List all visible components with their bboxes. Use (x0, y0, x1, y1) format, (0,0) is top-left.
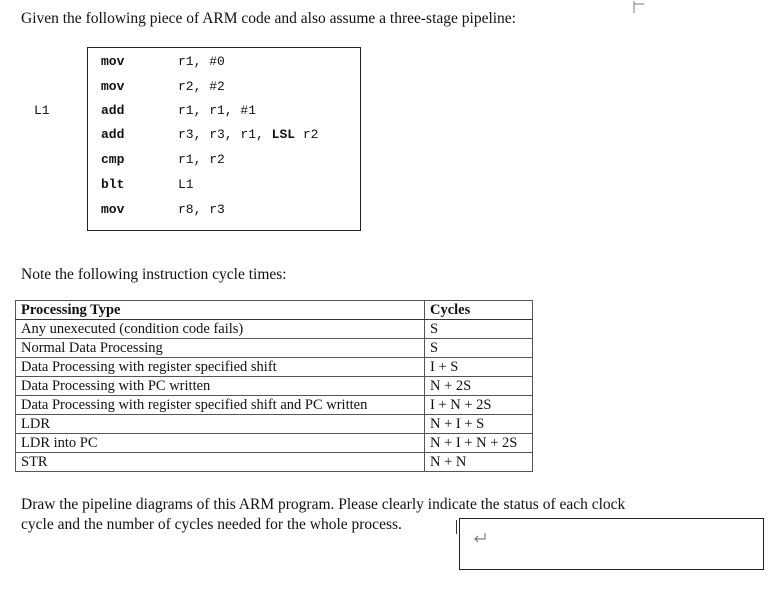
mnemonic: cmp (101, 152, 125, 167)
code-line (88, 54, 360, 76)
code-line (88, 202, 360, 224)
mnemonic: blt (101, 177, 125, 192)
mnemonic: add (101, 127, 125, 142)
processing-type-cell: STR (16, 453, 425, 472)
table-row (16, 453, 533, 472)
processing-type-cell: LDR (16, 415, 425, 434)
processing-type-cell: Any unexecuted (condition code fails) (16, 320, 425, 339)
cycles-cell: S (425, 339, 533, 358)
table-row (16, 415, 533, 434)
processing-type-cell: Normal Data Processing (16, 339, 425, 358)
operand-list: r3, r3, r1, (178, 127, 264, 142)
processing-type-cell: LDR into PC (16, 434, 425, 453)
note-text: Note the following instruction cycle times: (21, 266, 287, 283)
draw-instruction: Draw the pipeline diagrams of this ARM program. Please clearly indicate the status of each clock cycle and the number of cycles needed for the whole process. (21, 496, 626, 533)
cycles-cell: I + N + 2S (425, 396, 533, 415)
cycles-cell: N + N (425, 453, 533, 472)
operands (178, 127, 318, 142)
table-header-row (16, 301, 533, 320)
shift-register: r2 (302, 127, 319, 142)
return-arrow-icon (473, 532, 487, 544)
text-cursor-mark-icon (632, 0, 648, 14)
cycle-times-table (15, 300, 533, 472)
operands: r2, #2 (178, 79, 225, 94)
processing-type-cell: Data Processing with PC written (16, 377, 425, 396)
answer-box[interactable] (459, 518, 764, 570)
code-box (87, 47, 361, 231)
cycles-cell: N + I + N + 2S (425, 434, 533, 453)
mnemonic: mov (101, 202, 125, 217)
cycles-cell: N + I + S (425, 415, 533, 434)
processing-type-cell: Data Processing with register specified shift (16, 358, 425, 377)
table-row (16, 320, 533, 339)
cycles-cell: S (425, 320, 533, 339)
operands: r8, r3 (178, 202, 225, 217)
question-intro: Given the following piece of ARM code and also assume a three-stage pipeline: (21, 10, 516, 27)
cycles-cell: N + 2S (425, 377, 533, 396)
header-processing-type: Processing Type (16, 301, 425, 320)
operands: r1, r2 (178, 152, 225, 167)
header-cycles: Cycles (425, 301, 533, 320)
table-row (16, 377, 533, 396)
table-row (16, 358, 533, 377)
mnemonic: mov (101, 79, 125, 94)
code-line (88, 127, 360, 149)
processing-type-cell: Data Processing with register specified shift and PC written (16, 396, 425, 415)
operands: L1 (178, 177, 194, 192)
code-label-l1: L1 (34, 103, 50, 118)
table-row (16, 434, 533, 453)
cycles-cell: I + S (425, 358, 533, 377)
code-line (88, 79, 360, 101)
table-row (16, 396, 533, 415)
shift-operator: LSL (271, 127, 296, 142)
mnemonic: mov (101, 54, 125, 69)
code-line (88, 152, 360, 174)
table-row (16, 339, 533, 358)
mnemonic: add (101, 103, 125, 118)
operands: r1, r1, #1 (178, 103, 257, 118)
code-line (88, 103, 360, 125)
code-line (88, 177, 360, 199)
operands: r1, #0 (178, 54, 225, 69)
